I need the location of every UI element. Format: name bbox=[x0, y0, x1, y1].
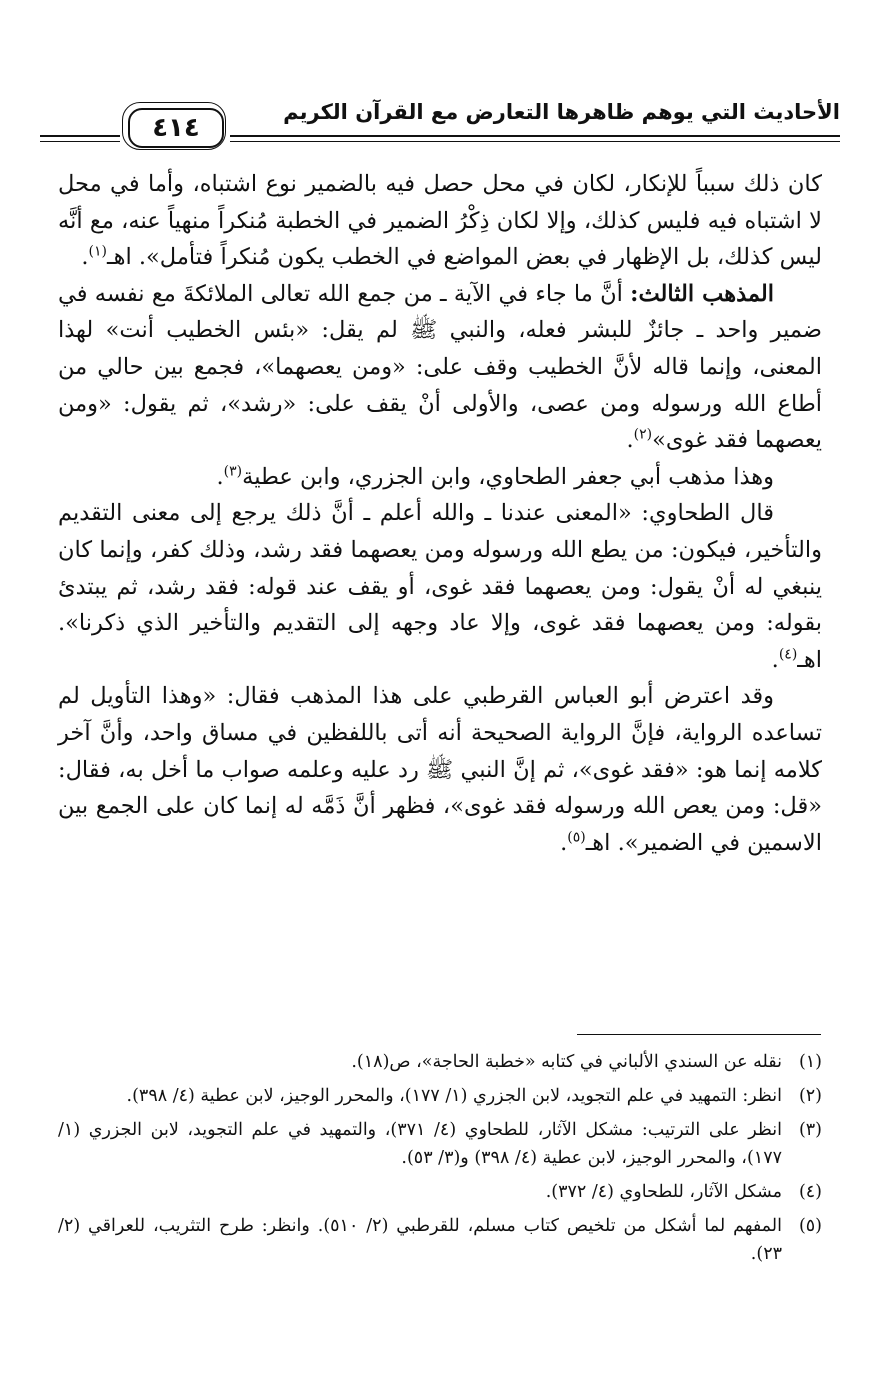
footnote-text: انظر على الترتيب: مشكل الآثار، للطحاوي (٤/ ٣٧١)، والتمهيد في علم التجويد، لابن الجزري (١/ ١٧٧)، والمحرر الوجيز، لابن عطية (٤/ ٣٩٨) و(٣/ ٥٣). bbox=[58, 1120, 782, 1168]
paragraph-1: كان ذلك سبباً للإنكار، لكان في محل حصل فيه بالضمير نوع اشتباه، وأما في محل لا اشتباه فيه فليس كذلك، وإلا لكان ذِكْرُ الضمير في الخطبة مُنكراً منهياً عنه، مع أنَّه ليس كذلك، بل الإظهار في بعض المواضع في الخطب يكون مُنكراً فتأمل». اهـ$^{(١)}$. bbox=[58, 171, 822, 271]
paragraph-4: قال الطحاوي: «المعنى عندنا ـ والله أعلم ـ أنَّ ذلك يرجع إلى معنى التقديم والتأخير، فيكون: من يطع الله ورسوله ومن يعصهما فقد رشد، وذلك كفر، وإنما كان ينبغي له أنْ يقول: ومن يعصهما فقد غوى، أو يقف عند قوله: فقد رشد، ثم يبتدئ بقوله: ومن يعصهما فقد غوى، وإلا عاد وجهه إلى التقديم والتأخير الذي ذكرنا». اهـ$^{(٤)}$. bbox=[58, 500, 822, 673]
running-header bbox=[40, 92, 840, 152]
paragraph-3-text: وهذا مذهب أبي جعفر الطحاوي، وابن الجزري، وابن عطية bbox=[242, 463, 774, 490]
paragraph-2: المذهب الثالث: أنَّ ما جاء في الآية ـ من جمع الله تعالى الملائكةَ مع نفسه في ضمير واحد ـ جائزٌ للبشر فعله، والنبي ﷺ لم يقل: «بئس الخطيب أنت» لهذا المعنى، وإنما قاله لأنَّ الخطيب وقف على: «ومن يعصهما»، فجمع بين حالي من أطاع الله ورسوله ومن عصى، والأولى أنْ يقف على: «رشد»، ثم يقول: «ومن يعصهما فقد غوى»$^{(٢)}$. bbox=[58, 280, 822, 454]
footnote-1 bbox=[58, 1048, 822, 1076]
footnote-2 bbox=[58, 1082, 822, 1110]
footnote-ref-2: (٢) bbox=[633, 426, 653, 443]
footnote-text: المفهم لما أشكل من تلخيص كتاب مسلم، للقرطبي (٢/ ٥١٠). وانظر: طرح التثريب، للعراقي (٢/ ٢٣). bbox=[58, 1216, 782, 1264]
footnote-ref-4: (٤) bbox=[778, 646, 798, 663]
footnote-number: (٢) bbox=[798, 1086, 822, 1106]
paragraph-5: وقد اعترض أبو العباس القرطبي على هذا المذهب فقال: «وهذا التأويل لم تساعده الرواية، فإنَّ الرواية الصحيحة أنه أتى باللفظين في مساق واحد، وأنَّ آخر كلامه إنما هو: «فقد غوى»، ثم إنَّ النبي ﷺ رد عليه وعلمه صواب ما أخل به، فقال: «قل: ومن يعص الله ورسوله فقد غوى»، فظهر أنَّ ذَمَّه له إنما كان على الجمع بين الاسمين في الضمير». اهـ$^{(٥)}$. bbox=[58, 683, 822, 856]
paragraph-5-text: وقد اعترض أبو العباس القرطبي على هذا المذهب فقال: «وهذا التأويل لم تساعده الرواية، فإنَّ الرواية الصحيحة أنه أتى باللفظين في مساق واحد، وأنَّ آخر كلامه إنما هو: «فقد غوى»، ثم إنَّ النبي ﷺ رد عليه وعلمه صواب ما أخل به، فقال: «قل: ومن يعص الله ورسوله فقد غوى»، فظهر أنَّ ذَمَّه له إنما كان على الجمع بين الاسمين في الضمير». اهـ bbox=[58, 683, 822, 856]
page-number-frame bbox=[120, 104, 230, 150]
paragraph-3: وهذا مذهب أبي جعفر الطحاوي، وابن الجزري، وابن عطية$^{(٣)}$. bbox=[216, 463, 774, 490]
footnote-divider bbox=[577, 1034, 821, 1035]
footnote-number: (١) bbox=[798, 1052, 822, 1072]
footnote-ref-3: (٣) bbox=[223, 463, 243, 480]
paragraph-2-text: أنَّ ما جاء في الآية ـ من جمع الله تعالى الملائكةَ مع نفسه في ضمير واحد ـ جائزٌ للبشر فعله، والنبي ﷺ لم يقل: «بئس الخطيب أنت» لهذا المعنى، وإنما قاله لأنَّ الخطيب وقف على: «ومن يعصهما»، فجمع بين حالي من أطاع الله ورسوله ومن عصى، والأولى أنْ يقف على: «رشد»، ثم يقول: «ومن يعصهما فقد غوى» bbox=[58, 280, 822, 454]
footnote-5 bbox=[58, 1212, 822, 1268]
footnote-number: (٤) bbox=[798, 1182, 822, 1202]
paragraph-4-text: قال الطحاوي: «المعنى عندنا ـ والله أعلم ـ أنَّ ذلك يرجع إلى معنى التقديم والتأخير، فيكون: من يطع الله ورسوله ومن يعصهما فقد رشد، وذلك كفر، وإنما كان ينبغي له أنْ يقول: ومن يعصهما فقد غوى، أو يقف عند قوله: فقد رشد، ثم يبتدئ بقوله: ومن يعصهما فقد غوى، وإلا عاد وجهه إلى التقديم والتأخير الذي ذكرنا». اهـ bbox=[58, 500, 822, 673]
footnote-number: (٣) bbox=[798, 1120, 822, 1140]
footnote-text: انظر: التمهيد في علم التجويد، لابن الجزري (١/ ١٧٧)، والمحرر الوجيز، لابن عطية (٤/ ٣٩٨). bbox=[126, 1086, 782, 1106]
footnote-ref-5: (٥) bbox=[567, 829, 586, 846]
running-title: الأحاديث التي يوهم ظاهرها التعارض مع القرآن الكريم bbox=[273, 100, 840, 124]
paragraph-1-text: كان ذلك سبباً للإنكار، لكان في محل حصل فيه بالضمير نوع اشتباه، وأما في محل لا اشتباه فيه فليس كذلك، وإلا لكان ذِكْرُ الضمير في الخطبة مُنكراً منهياً عنه، مع أنَّه ليس كذلك، بل الإظهار في بعض المواضع في الخطب يكون مُنكراً فتأمل». اهـ bbox=[58, 171, 822, 271]
footnote-3 bbox=[58, 1116, 822, 1172]
footnote-4 bbox=[58, 1178, 822, 1206]
footnote-ref-1: (١) bbox=[88, 243, 108, 260]
footnote-number: (٥) bbox=[798, 1216, 822, 1236]
footnote-text: مشكل الآثار، للطحاوي (٤/ ٣٧٢). bbox=[545, 1182, 782, 1202]
section-lead: المذهب الثالث: bbox=[630, 280, 774, 307]
main-text bbox=[58, 166, 822, 861]
footnotes bbox=[58, 1048, 822, 1274]
footnote-text: نقله عن السندي الألباني في كتابه «خطبة الحاجة»، ص(١٨). bbox=[351, 1052, 782, 1072]
page-number: ٤١٤ bbox=[128, 108, 224, 148]
